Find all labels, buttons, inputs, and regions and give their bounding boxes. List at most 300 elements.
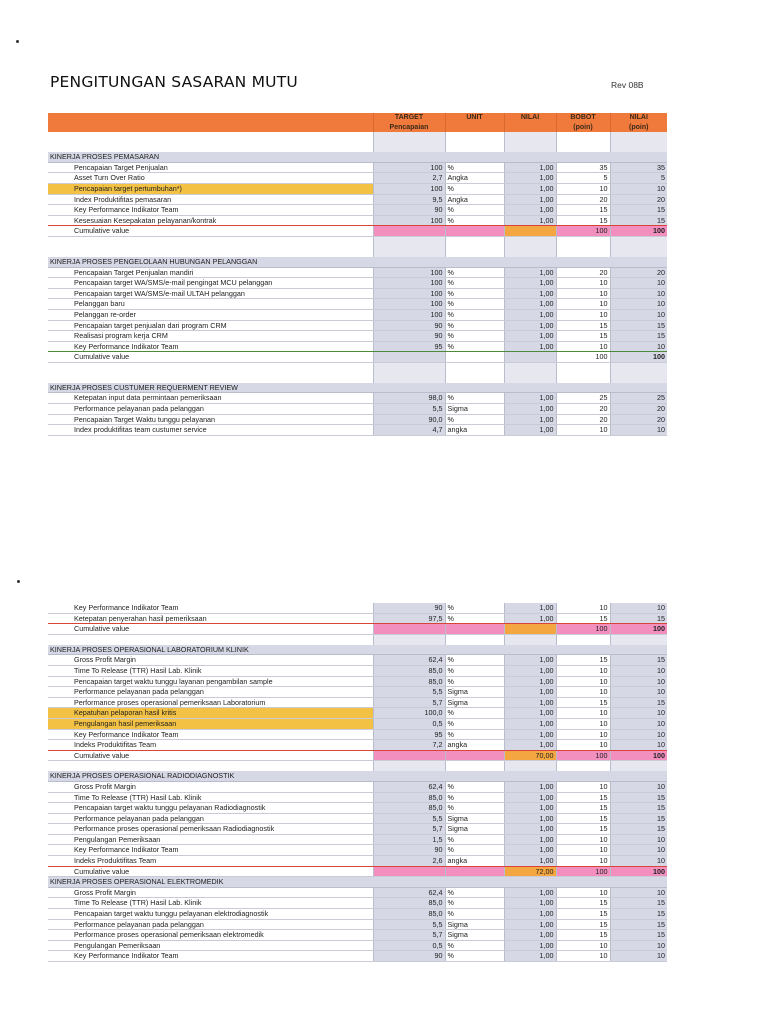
empty-cell — [610, 247, 667, 257]
page-title: PENGITUNGAN SASARAN MUTU — [50, 73, 298, 91]
unit-value: Sigma — [445, 824, 504, 835]
unit-value: % — [445, 215, 504, 226]
unit-value: Angka — [445, 194, 504, 205]
bobot-value: 35 — [556, 162, 610, 173]
nilai-value: 1,00 — [504, 341, 556, 352]
nilai-value: 1,00 — [504, 299, 556, 310]
bobot-value: 15 — [556, 930, 610, 941]
indicator-label: Pencapaian target waktu tunggu layanan pengambilan sample — [48, 676, 373, 687]
spacer-row — [48, 247, 667, 257]
bobot-value: 20 — [556, 194, 610, 205]
indicator-label: Pencapaian target WA/SMS/e-mail ULTAH pelanggan — [48, 288, 373, 299]
unit-value: % — [445, 205, 504, 216]
indicator-label: Performance pelayanan pada pelanggan — [48, 687, 373, 698]
indicator-label: Index Produktifitas pemasaran — [48, 194, 373, 205]
cumulative-row — [48, 866, 667, 877]
cumulative-target — [373, 352, 445, 363]
spacer-row — [48, 142, 667, 152]
header-nilai-poin-line2: (poin) — [629, 123, 649, 131]
nilai-poin-value: 15 — [610, 215, 667, 226]
bobot-value: 15 — [556, 813, 610, 824]
empty-cell — [445, 634, 504, 645]
unit-value: % — [445, 708, 504, 719]
spacer-row — [48, 362, 667, 373]
nilai-poin-value: 10 — [610, 856, 667, 867]
nilai-poin-value: 10 — [610, 278, 667, 289]
nilai-value: 1,00 — [504, 803, 556, 814]
unit-value: % — [445, 309, 504, 320]
unit-value: Sigma — [445, 919, 504, 930]
empty-cell — [504, 236, 556, 247]
nilai-value: 1,00 — [504, 697, 556, 708]
cumulative-bobot: 100 — [556, 750, 610, 761]
target-value: 2,6 — [373, 856, 445, 867]
nilai-value: 1,00 — [504, 740, 556, 751]
indicator-label: Pelanggan baru — [48, 299, 373, 310]
nilai-poin-value: 10 — [610, 288, 667, 299]
nilai-poin-value: 20 — [610, 194, 667, 205]
cumulative-nilai-poin: 100 — [610, 750, 667, 761]
bobot-value: 10 — [556, 887, 610, 898]
table-row — [48, 919, 667, 930]
nilai-value: 1,00 — [504, 309, 556, 320]
table-row — [48, 613, 667, 624]
unit-value: % — [445, 845, 504, 856]
unit-value: % — [445, 393, 504, 404]
empty-cell — [445, 373, 504, 383]
nilai-poin-value: 15 — [610, 803, 667, 814]
empty-cell — [610, 634, 667, 645]
bobot-value: 5 — [556, 173, 610, 184]
nilai-poin-value: 10 — [610, 951, 667, 962]
bobot-value: 15 — [556, 697, 610, 708]
bobot-value: 15 — [556, 205, 610, 216]
nilai-value: 1,00 — [504, 278, 556, 289]
nilai-poin-value: 15 — [610, 898, 667, 909]
cumulative-row — [48, 750, 667, 761]
target-value: 1,5 — [373, 834, 445, 845]
header-target-line1: TARGET — [394, 114, 424, 121]
cumulative-label: Cumulative value — [48, 750, 373, 761]
empty-cell — [504, 634, 556, 645]
empty-cell — [48, 132, 373, 142]
unit-value: % — [445, 792, 504, 803]
nilai-value: 1,00 — [504, 834, 556, 845]
table-row — [48, 740, 667, 751]
target-value: 100 — [373, 267, 445, 278]
empty-cell — [504, 132, 556, 142]
bobot-value: 15 — [556, 320, 610, 331]
target-value: 62,4 — [373, 655, 445, 666]
header-nilai: NILAI — [504, 113, 556, 132]
header-target-line2: Pencapaian — [389, 123, 429, 131]
bobot-value: 10 — [556, 834, 610, 845]
table-header — [48, 113, 667, 132]
unit-value: % — [445, 613, 504, 624]
bobot-value: 10 — [556, 708, 610, 719]
table-row — [48, 425, 667, 436]
nilai-poin-value: 15 — [610, 813, 667, 824]
cumulative-target — [373, 226, 445, 237]
cumulative-unit — [445, 750, 504, 761]
unit-value: angka — [445, 425, 504, 436]
nilai-poin-value: 35 — [610, 162, 667, 173]
nilai-value: 1,00 — [504, 813, 556, 824]
indicator-label: Performance pelayanan pada pelanggan — [48, 813, 373, 824]
target-value: 4,7 — [373, 425, 445, 436]
unit-value: % — [445, 299, 504, 310]
table-row — [48, 834, 667, 845]
indicator-label: Performance proses operasional pemeriksaan Radiodiagnostik — [48, 824, 373, 835]
indicator-label: Pencapaian target waktu tunggu pelayanan Radiodiagnostik — [48, 803, 373, 814]
unit-value: % — [445, 940, 504, 951]
target-value: 100 — [373, 299, 445, 310]
unit-value: % — [445, 288, 504, 299]
nilai-poin-value: 15 — [610, 792, 667, 803]
bobot-value: 10 — [556, 856, 610, 867]
empty-cell — [373, 761, 445, 772]
table-row — [48, 173, 667, 184]
cumulative-unit — [445, 624, 504, 635]
section-title: KINERJA PROSES PENGELOLAAN HUBUNGAN PELANGGAN — [48, 257, 667, 267]
nilai-value: 1,00 — [504, 940, 556, 951]
nilai-value: 1,00 — [504, 173, 556, 184]
unit-value: Sigma — [445, 697, 504, 708]
indicator-label: Pencapaian Target Penjualan mandiri — [48, 267, 373, 278]
indicator-label: Asset Turn Over Ratio — [48, 173, 373, 184]
table-row — [48, 603, 667, 613]
bobot-value: 10 — [556, 845, 610, 856]
unit-value: % — [445, 718, 504, 729]
indicator-label: Performance proses operasional pemeriksaan elektromedik — [48, 930, 373, 941]
target-value: 85,0 — [373, 665, 445, 676]
bobot-value: 15 — [556, 655, 610, 666]
indicator-label: Ketepatan input data permintaan pemeriksaan — [48, 393, 373, 404]
nilai-poin-value: 10 — [610, 676, 667, 687]
nilai-value: 1,00 — [504, 718, 556, 729]
indicator-label: Gross Profit Margin — [48, 781, 373, 792]
nilai-poin-value: 15 — [610, 824, 667, 835]
target-value: 97,5 — [373, 613, 445, 624]
section-header — [48, 645, 667, 655]
section-header — [48, 257, 667, 267]
header-bobot — [556, 113, 610, 132]
nilai-poin-value: 10 — [610, 940, 667, 951]
scan-speck — [17, 580, 20, 583]
nilai-value: 1,00 — [504, 951, 556, 962]
indicator-label: Pencapaian Target Penjualan — [48, 162, 373, 173]
quality-target-table-page2 — [48, 603, 667, 962]
cumulative-bobot: 100 — [556, 866, 610, 877]
empty-cell — [556, 236, 610, 247]
quality-target-table-page1 — [48, 113, 667, 436]
empty-cell — [373, 362, 445, 373]
empty-cell — [610, 132, 667, 142]
unit-value: angka — [445, 856, 504, 867]
nilai-value: 1,00 — [504, 887, 556, 898]
cumulative-nilai: 70,00 — [504, 750, 556, 761]
unit-value: % — [445, 414, 504, 425]
unit-value: % — [445, 781, 504, 792]
bobot-value: 15 — [556, 215, 610, 226]
header-nilai-poin — [610, 113, 667, 132]
empty-cell — [373, 132, 445, 142]
empty-cell — [504, 247, 556, 257]
bobot-value: 15 — [556, 331, 610, 342]
cumulative-nilai — [504, 624, 556, 635]
empty-cell — [556, 761, 610, 772]
header-unit: UNIT — [445, 113, 504, 132]
target-value: 5,5 — [373, 687, 445, 698]
nilai-poin-value: 10 — [610, 603, 667, 613]
target-value: 100 — [373, 288, 445, 299]
cumulative-nilai-poin: 100 — [610, 352, 667, 363]
bobot-value: 25 — [556, 393, 610, 404]
cumulative-row — [48, 226, 667, 237]
nilai-poin-value: 15 — [610, 919, 667, 930]
empty-cell — [610, 236, 667, 247]
indicator-label: Gross Profit Margin — [48, 887, 373, 898]
scan-speck — [16, 40, 19, 43]
nilai-poin-value: 10 — [610, 887, 667, 898]
empty-cell — [48, 236, 373, 247]
table-row — [48, 320, 667, 331]
indicator-label: Performance pelayanan pada pelanggan — [48, 919, 373, 930]
nilai-value: 1,00 — [504, 898, 556, 909]
bobot-value: 10 — [556, 951, 610, 962]
target-value: 0,5 — [373, 940, 445, 951]
cumulative-label: Cumulative value — [48, 352, 373, 363]
spacer-row — [48, 761, 667, 772]
target-value: 5,7 — [373, 697, 445, 708]
section-header — [48, 152, 667, 162]
indicator-label: Performance pelayanan pada pelanggan — [48, 404, 373, 415]
empty-cell — [48, 362, 373, 373]
indicator-label: Pencapaian Target Waktu tunggu pelayanan — [48, 414, 373, 425]
nilai-poin-value: 15 — [610, 909, 667, 920]
nilai-value: 1,00 — [504, 183, 556, 194]
nilai-poin-value: 10 — [610, 665, 667, 676]
target-value: 100,0 — [373, 708, 445, 719]
nilai-poin-value: 10 — [610, 183, 667, 194]
table-row — [48, 205, 667, 216]
target-value: 98,0 — [373, 393, 445, 404]
table-row — [48, 824, 667, 835]
target-value: 90 — [373, 951, 445, 962]
empty-cell — [610, 142, 667, 152]
nilai-poin-value: 25 — [610, 393, 667, 404]
table-row — [48, 909, 667, 920]
unit-value: % — [445, 655, 504, 666]
nilai-value: 1,00 — [504, 824, 556, 835]
bobot-value: 15 — [556, 919, 610, 930]
empty-cell — [556, 132, 610, 142]
nilai-value: 1,00 — [504, 665, 556, 676]
empty-cell — [504, 362, 556, 373]
nilai-value: 1,00 — [504, 404, 556, 415]
nilai-poin-value: 10 — [610, 845, 667, 856]
empty-cell — [445, 236, 504, 247]
header-bobot-line2: (poin) — [573, 123, 593, 131]
indicator-label: Pencapaian target pertumbuhan*) — [48, 183, 373, 194]
unit-value: Sigma — [445, 930, 504, 941]
empty-cell — [504, 142, 556, 152]
empty-cell — [445, 132, 504, 142]
unit-value: % — [445, 320, 504, 331]
spacer-row — [48, 634, 667, 645]
empty-cell — [556, 634, 610, 645]
table-row — [48, 404, 667, 415]
bobot-value: 10 — [556, 425, 610, 436]
empty-cell — [610, 761, 667, 772]
indicator-label: Key Performance Indikator Team — [48, 951, 373, 962]
section-title: KINERJA PROSES PEMASARAN — [48, 152, 667, 162]
spacer-row — [48, 236, 667, 247]
empty-cell — [373, 247, 445, 257]
empty-cell — [504, 761, 556, 772]
empty-cell — [48, 761, 373, 772]
nilai-poin-value: 15 — [610, 205, 667, 216]
nilai-value: 1,00 — [504, 729, 556, 740]
nilai-poin-value: 10 — [610, 729, 667, 740]
unit-value: Sigma — [445, 813, 504, 824]
cumulative-label: Cumulative value — [48, 226, 373, 237]
table-row — [48, 781, 667, 792]
empty-cell — [556, 362, 610, 373]
nilai-poin-value: 10 — [610, 740, 667, 751]
table-row — [48, 803, 667, 814]
indicator-label: Ketepatan penyerahan hasil pemeriksaan — [48, 613, 373, 624]
cumulative-nilai-poin: 100 — [610, 866, 667, 877]
unit-value: Angka — [445, 173, 504, 184]
bobot-value: 10 — [556, 309, 610, 320]
section-title: KINERJA PROSES OPERASIONAL LABORATORIUM KLINIK — [48, 645, 667, 655]
unit-value: % — [445, 331, 504, 342]
target-value: 2,7 — [373, 173, 445, 184]
nilai-value: 1,00 — [504, 288, 556, 299]
empty-cell — [373, 236, 445, 247]
unit-value: % — [445, 267, 504, 278]
revision-label: Rev 08B — [611, 80, 644, 90]
table-row — [48, 194, 667, 205]
cumulative-nilai — [504, 352, 556, 363]
target-value: 100 — [373, 215, 445, 226]
table-row — [48, 288, 667, 299]
target-value: 95 — [373, 341, 445, 352]
indicator-label: Time To Release (TTR) Hasil Lab. Klinik — [48, 665, 373, 676]
target-value: 85,0 — [373, 803, 445, 814]
bobot-value: 10 — [556, 718, 610, 729]
nilai-poin-value: 10 — [610, 781, 667, 792]
nilai-poin-value: 10 — [610, 708, 667, 719]
table-row — [48, 665, 667, 676]
empty-cell — [373, 142, 445, 152]
table-row — [48, 898, 667, 909]
target-value: 62,4 — [373, 781, 445, 792]
nilai-value: 1,00 — [504, 909, 556, 920]
bobot-value: 20 — [556, 404, 610, 415]
nilai-value: 1,00 — [504, 215, 556, 226]
bobot-value: 10 — [556, 278, 610, 289]
nilai-value: 1,00 — [504, 792, 556, 803]
target-value: 9,5 — [373, 194, 445, 205]
table-row — [48, 309, 667, 320]
cumulative-label: Cumulative value — [48, 624, 373, 635]
bobot-value: 10 — [556, 687, 610, 698]
nilai-poin-value: 15 — [610, 613, 667, 624]
unit-value: % — [445, 729, 504, 740]
target-value: 62,4 — [373, 887, 445, 898]
table-row — [48, 331, 667, 342]
target-value: 85,0 — [373, 676, 445, 687]
table-row — [48, 278, 667, 289]
empty-cell — [610, 362, 667, 373]
nilai-poin-value: 20 — [610, 404, 667, 415]
bobot-value: 10 — [556, 341, 610, 352]
nilai-poin-value: 10 — [610, 299, 667, 310]
indicator-label: Kepatuhan pelaporan hasil kritis — [48, 708, 373, 719]
target-value: 5,5 — [373, 813, 445, 824]
nilai-poin-value: 10 — [610, 834, 667, 845]
bobot-value: 15 — [556, 803, 610, 814]
empty-cell — [556, 142, 610, 152]
nilai-value: 1,00 — [504, 331, 556, 342]
nilai-value: 1,00 — [504, 414, 556, 425]
indicator-label: Realisasi program kerja CRM — [48, 331, 373, 342]
indicator-label: Pengulangan hasil pemeriksaan — [48, 718, 373, 729]
header-nilai-poin-line1: NILAI — [629, 114, 648, 121]
table-row — [48, 930, 667, 941]
empty-cell — [445, 362, 504, 373]
empty-cell — [556, 247, 610, 257]
section-title: KINERJA PROSES OPERASIONAL ELEKTROMEDIK — [48, 877, 667, 888]
header-target — [373, 113, 445, 132]
empty-cell — [373, 634, 445, 645]
indicator-label: Key Performance Indikator Team — [48, 205, 373, 216]
cumulative-target — [373, 750, 445, 761]
table-row — [48, 162, 667, 173]
nilai-poin-value: 10 — [610, 425, 667, 436]
table-row — [48, 708, 667, 719]
table-row — [48, 215, 667, 226]
nilai-poin-value: 10 — [610, 309, 667, 320]
cumulative-nilai-poin: 100 — [610, 226, 667, 237]
table-row — [48, 729, 667, 740]
cumulative-target — [373, 624, 445, 635]
indicator-label: Performance proses operasional pemeriksaan Laboratorium — [48, 697, 373, 708]
table-row — [48, 887, 667, 898]
unit-value: % — [445, 278, 504, 289]
unit-value: % — [445, 676, 504, 687]
empty-cell — [556, 373, 610, 383]
nilai-poin-value: 20 — [610, 267, 667, 278]
empty-cell — [445, 761, 504, 772]
indicator-label: Key Performance Indikator Team — [48, 603, 373, 613]
cumulative-unit — [445, 352, 504, 363]
bobot-value: 10 — [556, 665, 610, 676]
nilai-poin-value: 15 — [610, 655, 667, 666]
table-row — [48, 341, 667, 352]
section-header — [48, 383, 667, 393]
cumulative-row — [48, 352, 667, 363]
bobot-value: 15 — [556, 898, 610, 909]
nilai-poin-value: 15 — [610, 320, 667, 331]
header-label-cell — [48, 113, 373, 132]
nilai-poin-value: 5 — [610, 173, 667, 184]
bobot-value: 15 — [556, 824, 610, 835]
indicator-label: Indeks Produktifitas Team — [48, 740, 373, 751]
bobot-value: 20 — [556, 414, 610, 425]
